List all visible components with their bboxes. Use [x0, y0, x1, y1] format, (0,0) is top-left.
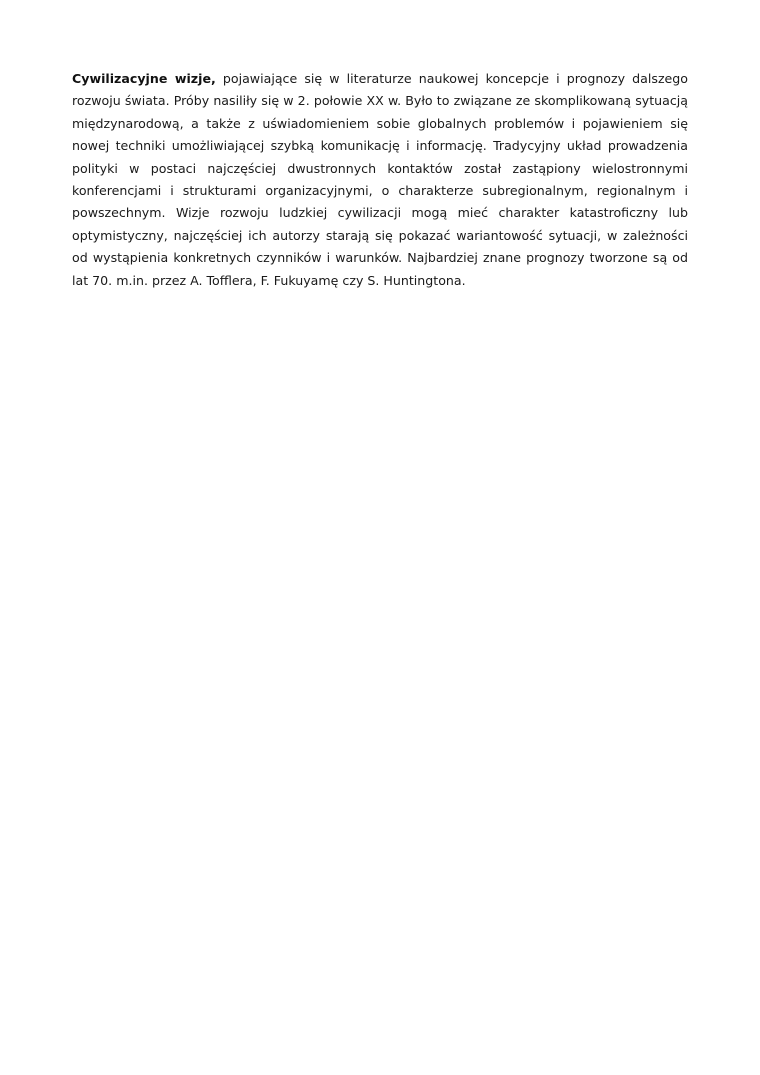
entry-definition: pojawiające się w literaturze naukowej koncepcje i prognozy dalszego rozwoju świata. Próby nasiliły się w 2. połowie XX w. Było to związane ze skomplikowaną sytuacją międzynarodową, a także z uświadomieniem sobie globalnych problemów i pojawieniem się nowej techniki umożliwiającej szybką komunikację i informację. Tradycyjny układ prowadzenia polityki w postaci najczęściej dwustronnych kontaktów został zastąpiony wielostronnymi konferencjami i strukturami organizacyjnymi, o charakterze subregionalnym, regionalnym i powszechnym. Wizje rozwoju ludzkiej cywilizacji mogą mieć charakter katastroficzny lub optymistyczny, najczęściej ich autorzy starają się pokazać wariantowość sytuacji, w zależności od wystąpienia konkretnych czynników i warunków. Najbardziej znane prognozy tworzone są od lat 70. m.in. przez A. Tofflera, F. Fukuyamę czy S. Huntingtona. — [72, 71, 688, 288]
encyclopedia-entry — [72, 68, 688, 292]
entry-term: Cywilizacyjne wizje, — [72, 71, 216, 86]
